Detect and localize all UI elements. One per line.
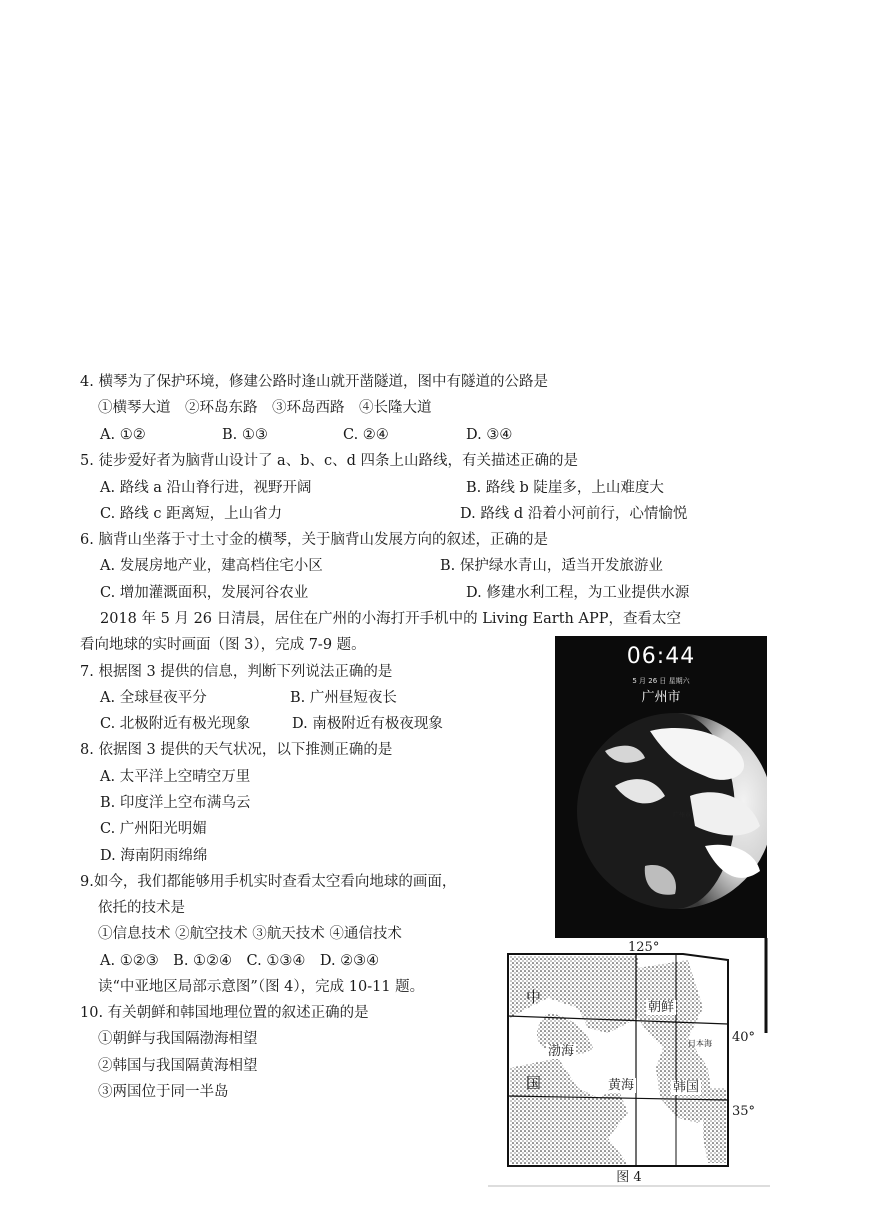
figure-4-caption: 图 4 [616,1170,642,1185]
longitude-125-label: 125° [628,940,660,955]
q6-stem: 6. 脑背山坐落于寸土寸金的横琴，关于脑背山发展方向的叙述，正确的是 [80,532,548,548]
korea-region-map [488,938,770,1188]
q5-option-d: D. 路线 d 沿着小河前行，心情愉悦 [460,506,688,522]
q4-option-c: C. ②④ [343,427,389,443]
sea-of-japan-label: 日本海 [688,1039,712,1048]
q5-option-c: C. 路线 c 距离短，上山省力 [100,506,283,522]
q6-option-d: D. 修建水利工程，为工业提供水源 [466,585,690,601]
q4-option-b: B. ①③ [222,427,268,443]
city-marker-label: 广州市 [673,812,692,819]
q8-option-c: C. 广州阳光明媚 [100,821,207,837]
q7-option-b: B. 广州昼短夜长 [290,690,397,706]
q10-stem: 10. 有关朝鲜和韩国地理位置的叙述正确的是 [80,1005,369,1021]
passage-7-9-line2: 看向地球的实时画面（图 3），完成 7-9 题。 [80,637,366,653]
figure-3-earth-screen [555,636,767,938]
bohai-sea-label: 渤海 [548,1044,575,1059]
q9-options: A. ①②③ B. ①②④ C. ①③④ D. ②③④ [100,953,380,969]
city-name: 广州市 [641,690,681,705]
passage-10-11: 读“中亚地区局部示意图”（图 4），完成 10-11 题。 [98,979,425,995]
q5-stem: 5. 徒步爱好者为脑背山设计了 a、b、c、d 四条上山路线，有关描述正确的是 [80,453,578,469]
q7-option-d: D. 南极附近有极夜现象 [292,716,443,732]
china-label-2: 国 [526,1074,542,1092]
clock-date: 5 月 26 日 星期六 [632,677,690,685]
q4-option-d: D. ③④ [466,427,513,443]
q9-items: ①信息技术 ②航空技术 ③航天技术 ④通信技术 [98,926,402,942]
q7-option-a: A. 全球昼夜平分 [100,690,207,706]
q7-option-c: C. 北极附近有极光现象 [100,716,251,732]
q4-items: ①横琴大道 ②环岛东路 ③环岛西路 ④长隆大道 [98,400,432,416]
q8-option-a: A. 太平洋上空晴空万里 [100,769,251,785]
q6-option-b: B. 保护绿水青山，适当开发旅游业 [440,558,663,574]
q8-stem: 8. 依据图 3 提供的天气状况，以下推测正确的是 [80,742,393,758]
china-label-1: 中 [526,988,542,1006]
q7-stem: 7. 根据图 3 提供的信息，判断下列说法正确的是 [80,664,393,680]
q8-option-d: D. 海南阴雨绵绵 [100,848,208,864]
q6-option-a: A. 发展房地产业，建高档住宅小区 [100,558,323,574]
passage-7-9-line1: 2018 年 5 月 26 日清晨，居住在广州的小海打开手机中的 Living Earth APP，查看太空 [100,611,681,627]
q9-stem-line1: 9.如今，我们都能够用手机实时查看太空看向地球的画面， [80,874,457,890]
south-korea-label: 韩国 [673,1080,700,1095]
q4-stem: 4. 横琴为了保护环境，修建公路时逢山就开凿隧道，图中有隧道的公路是 [80,374,548,390]
q8-option-b: B. 印度洋上空布满乌云 [100,795,251,811]
latitude-40-label: 40° [732,1030,756,1045]
clock-time: 06:44 [626,644,696,669]
q5-option-a: A. 路线 a 沿山脊行进，视野开阔 [100,480,312,496]
q10-item-1: ①朝鲜与我国隔渤海相望 [98,1031,258,1047]
yellow-sea-label: 黄海 [608,1078,635,1093]
q9-stem-line2: 依托的技术是 [98,900,185,916]
figure-4-map [488,938,770,1188]
q10-item-3: ③两国位于同一半岛 [98,1084,229,1100]
q4-option-a: A. ①② [100,427,146,443]
q5-option-b: B. 路线 b 陡崖多，上山难度大 [466,480,664,496]
latitude-35-label: 35° [732,1104,756,1119]
q10-item-2: ②韩国与我国隔黄海相望 [98,1058,258,1074]
north-korea-label: 朝鲜 [648,1000,675,1015]
q6-option-c: C. 增加灌溉面积，发展河谷农业 [100,585,309,601]
